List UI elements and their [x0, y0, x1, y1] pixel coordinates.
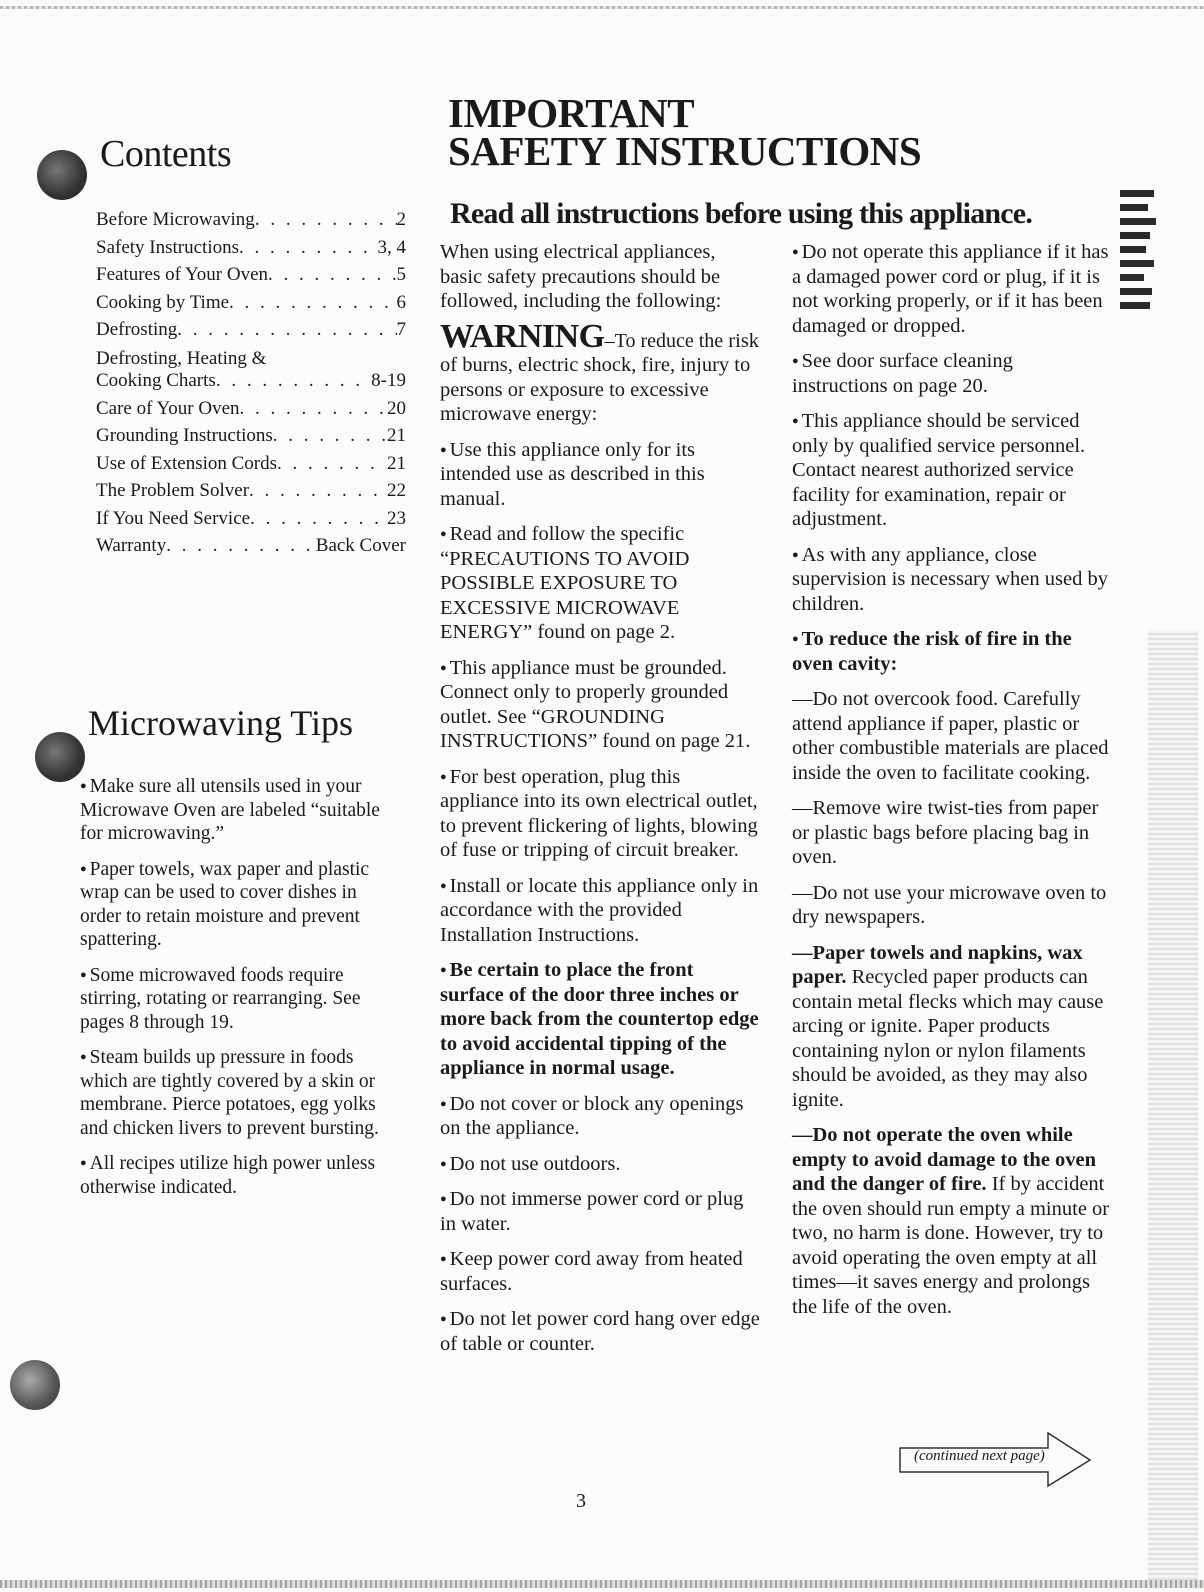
- fire-heading: ● To reduce the risk of fire in the oven cavity:: [792, 628, 1072, 675]
- bullet-dot-icon: [35, 732, 85, 782]
- fire-item: —Remove wire twist-ties from paper or plastic bags before placing bag in oven.: [792, 797, 1099, 868]
- tips-heading: Microwaving Tips: [88, 703, 354, 743]
- safety-item: ● For best operation, plug this appliance into its own electrical outlet, to prevent flickering of lights, blowing of fuse or tripping of circuit breaker.: [440, 765, 758, 861]
- continued-label: (continued next page): [914, 1448, 1045, 1464]
- toc-item[interactable]: Warranty . . . Back Cover: [96, 532, 406, 560]
- scan-artifact-edge: [1148, 630, 1198, 1580]
- fire-item: —Do not use your microwave oven to dry newspapers.: [792, 881, 1107, 928]
- toc-item[interactable]: Before Microwaving . . . 2: [96, 206, 406, 234]
- toc-item[interactable]: Cooking Charts . . . 8-19: [96, 370, 406, 392]
- safety-item-bold: ● Be certain to place the front surface of the door three inches or more back from the countertop edge to avoid accidental tipping of the appliance in normal usage.: [440, 959, 759, 1079]
- tip-item: ● Steam builds up pressure in foods which are tightly covered by a skin or membrane. Pierce potatoes, egg yolks and chicken livers to prevent bursting.: [80, 1047, 379, 1139]
- toc-item[interactable]: The Problem Solver . . . 22: [96, 477, 406, 505]
- tip-item: ● All recipes utilize high power unless otherwise indicated.: [80, 1153, 376, 1198]
- safety-item: ● Read and follow the specific “PRECAUTIONS TO AVOID POSSIBLE EXPOSURE TO EXCESSIVE MICROWAVE ENERGY” found on page 2.: [440, 523, 690, 643]
- safety-item: ● Do not immerse power cord or plug in water.: [440, 1188, 744, 1235]
- safety-item: ● Do not use outdoors.: [440, 1152, 621, 1175]
- fire-item: —Do not overcook food. Carefully attend appliance if paper, plastic or other combustible materials are placed inside the oven to facilitate cooking.: [792, 688, 1109, 784]
- toc-item[interactable]: Cooking by Time . . . 6: [96, 289, 406, 317]
- punch-hole-icon: [10, 1360, 60, 1410]
- toc-item[interactable]: Use of Extension Cords . . . 21: [96, 450, 406, 478]
- scan-artifact-top: [0, 6, 1204, 9]
- safety-item: ● Keep power cord away from heated surfaces.: [440, 1248, 743, 1295]
- safety-title: IMPORTANT SAFETY INSTRUCTIONS: [448, 90, 922, 174]
- safety-item: ● As with any appliance, close supervision is necessary when used by children.: [792, 543, 1108, 615]
- toc-item[interactable]: Defrosting, Heating &: [96, 347, 267, 369]
- page-number: 3: [576, 1490, 586, 1512]
- warning-paragraph: WARNING–To reduce the risk of burns, electric shock, fire, injury to persons or exposure to excessive microwave energy:: [440, 317, 760, 425]
- bullet-dot-icon: [37, 150, 87, 200]
- toc-item[interactable]: Features of Your Oven . . . 5: [96, 261, 406, 289]
- contents-heading: Contents: [100, 133, 232, 175]
- tip-item: ● Some microwaved foods require stirring, rotating or rearranging. See pages 8 through 19.: [80, 964, 361, 1033]
- safety-item: ● Install or locate this appliance only in accordance with the provided Installation Instructions.: [440, 874, 759, 946]
- safety-item: ● Do not operate this appliance if it has a damaged power cord or plug, if it is not working properly, or if it has been damaged or dropped.: [792, 241, 1109, 337]
- paper-paragraph: —Paper towels and napkins, wax paper. Recycled paper products can contain metal flecks which may cause arcing or ignite. Paper products containing nylon or nylon filaments should be avoided, as they may also ignite.: [792, 941, 1104, 1111]
- safety-item: ● See door surface cleaning instructions on page 20.: [792, 350, 1013, 397]
- safety-item: ● Do not cover or block any openings on the appliance.: [440, 1092, 744, 1139]
- toc-item[interactable]: Safety Instructions . . . 3, 4: [96, 234, 406, 262]
- tips-list: [80, 775, 400, 1211]
- empty-oven-paragraph: —Do not operate the oven while empty to avoid damage to the oven and the danger of fire. If by accident the oven should run empty a minute or two, no harm is done. However, try to avoid operating the oven empty at all times—it saves energy and prolongs the life of the oven.: [792, 1124, 1110, 1318]
- safety-column-right: [792, 240, 1110, 1330]
- tip-item: ● Make sure all utensils used in your Microwave Oven are labeled “suitable for microwaving.”: [80, 776, 380, 844]
- safety-item: ● Use this appliance only for its intended use as described in this manual.: [440, 438, 705, 510]
- safety-item: ● This appliance should be serviced only by qualified service personnel. Contact nearest authorized service facility for examination, repair or adjustment.: [792, 410, 1086, 530]
- safety-column-left: [440, 240, 760, 1367]
- intro-paragraph: When using electrical appliances, basic safety precautions should be followed, including the following:: [440, 241, 722, 312]
- safety-item: ● This appliance must be grounded. Connect only to properly grounded outlet. See “GROUNDING INSTRUCTIONS” found on page 21.: [440, 656, 751, 752]
- table-of-contents: [96, 206, 406, 560]
- safety-item: ● Do not let power cord hang over edge of table or counter.: [440, 1308, 760, 1355]
- safety-subtitle: Read all instructions before using this appliance.: [450, 197, 1033, 230]
- toc-item[interactable]: Care of Your Oven . . . 20: [96, 395, 406, 423]
- scan-artifact-bottom: [0, 1580, 1204, 1588]
- tip-item: ● Paper towels, wax paper and plastic wrap can be used to cover dishes in order to retain moisture and prevent spattering.: [80, 858, 370, 950]
- continued-arrow[interactable]: [898, 1430, 1094, 1488]
- registration-marks: [1120, 190, 1160, 330]
- toc-item[interactable]: If You Need Service . . . 23: [96, 505, 406, 533]
- toc-item[interactable]: Grounding Instructions . . . 21: [96, 422, 406, 450]
- toc-item[interactable]: Defrosting . . . 7: [96, 316, 406, 344]
